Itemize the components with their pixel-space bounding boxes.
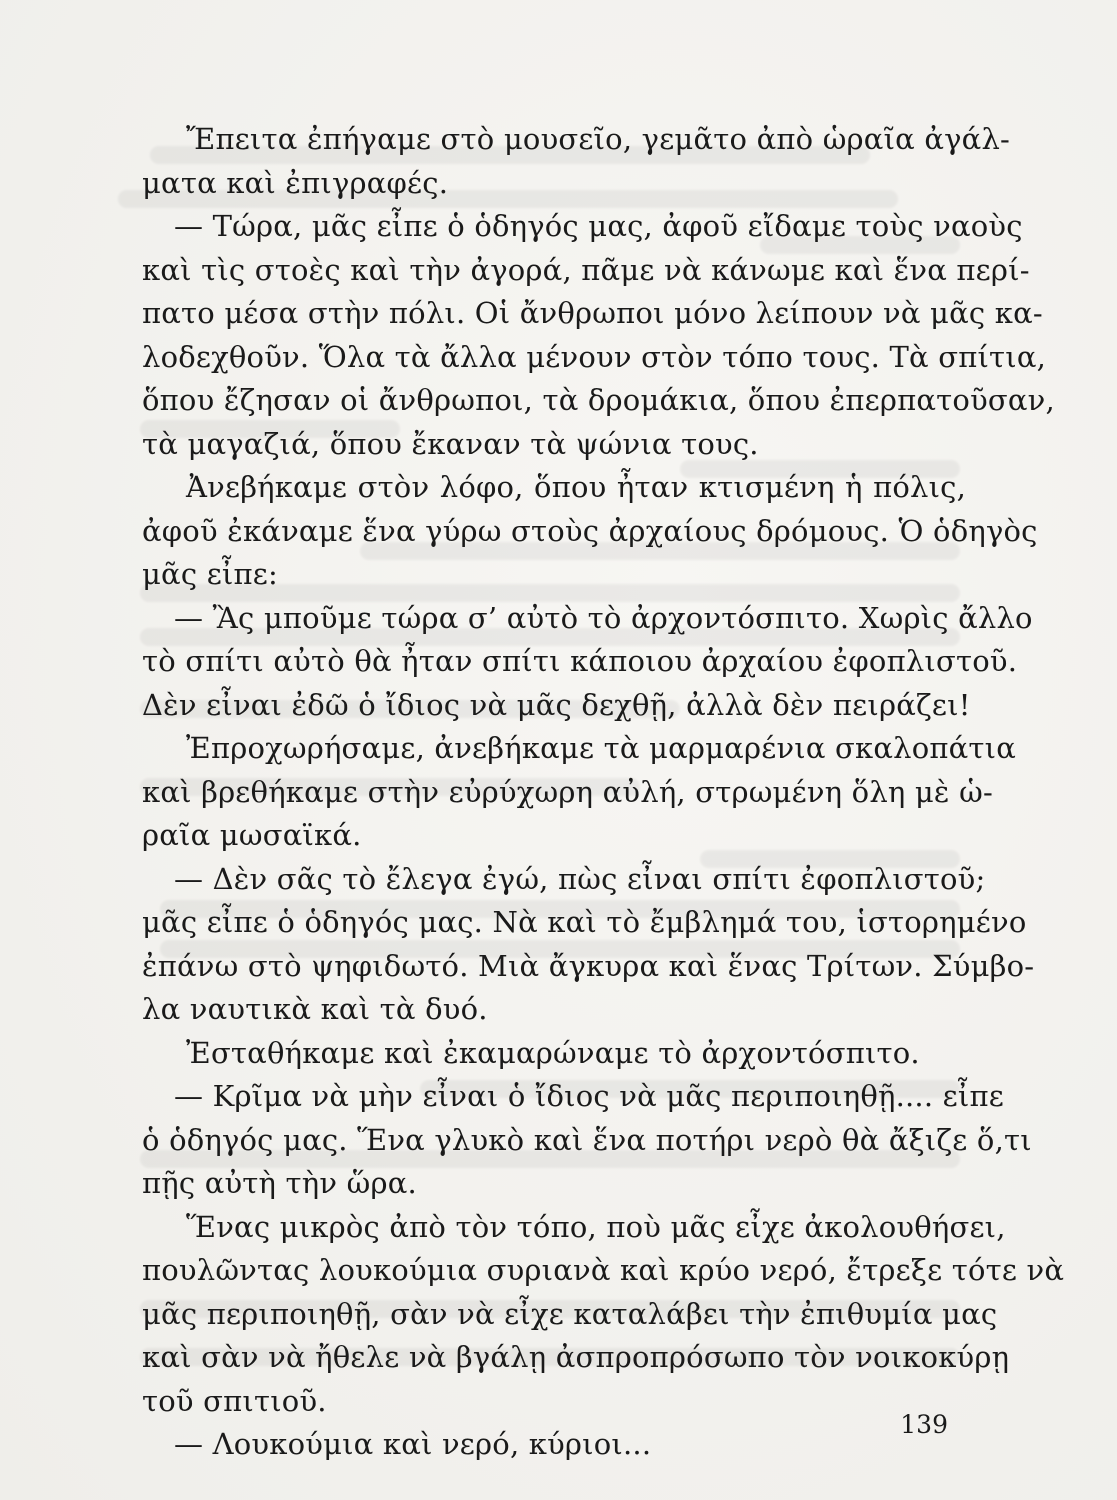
text-line: καὶ βρεθήκαμε στὴν εὐρύχωρη αὐλή, στρωμένη ὅλη μὲ ὡ- [142,774,993,809]
text-line: Ἐσταθήκαμε καὶ ἐκαμαρώναμε τὸ ἀρχοντόσπιτο. [186,1035,920,1070]
text-line: ἀφοῦ ἐκάναμε ἕνα γύρω στοὺς ἀρχαίους δρόμους. Ὁ ὁδηγὸς [142,513,1038,548]
text-line: ἐπάνω στὸ ψηφιδωτό. Μιὰ ἄγκυρα καὶ ἕνας Τρίτων. Σύμβο- [142,948,1035,983]
text-line: ραῖα μωσαϊκά. [142,818,362,852]
text-line: Ἔπειτα ἐπήγαμε στὸ μουσεῖο, γεμᾶτο ἀπὸ ὡραῖα ἀγάλ- [186,122,1011,156]
text-line: — Λουκούμια καὶ νερό, κύριοι... [174,1427,652,1461]
text-line: Ἐπροχωρήσαμε, ἀνεβήκαμε τὰ μαρμαρένια σκαλοπάτια [186,731,1017,765]
text-line: πῇς αὐτὴ τὴν ὥρα. [142,1166,417,1200]
text-line: καὶ τὶς στοὲς καὶ τὴν ἀγορά, πᾶμε νὰ κάνωμε καὶ ἕνα περί- [142,252,1030,287]
text-line: Ἀνεβήκαμε στὸν λόφο, ὅπου ἦταν κτισμένη ἡ πόλις, [186,470,966,504]
text-line: μᾶς εἶπε: [142,557,278,591]
text-line: καὶ σὰν νὰ ἤθελε νὰ βγάλῃ ἀσπροπρόσωπο τὸν νοικοκύρῃ [142,1340,1010,1374]
text-line: — Δὲν σᾶς τὸ ἔλεγα ἐγώ, πὼς εἶναι σπίτι ἐφοπλιστοῦ; [174,861,986,896]
text-line: ὅπου ἔζησαν οἱ ἄνθρωποι, τὰ δρομάκια, ὅπου ἐπερπατοῦσαν, [142,383,1055,417]
text-line: Δὲν εἶναι ἐδῶ ὁ ἴδιος νὰ μᾶς δεχθῇ, ἀλλὰ δὲν πειράζει! [142,687,971,722]
text-line: ματα καὶ ἐπιγραφές. [142,165,449,200]
text-line: λοδεχθοῦν. Ὅλα τὰ ἄλλα μένουν στὸν τόπο τους. Τὰ σπίτια, [142,339,1047,374]
text-line: Ἕνας μικρὸς ἀπὸ τὸν τόπο, ποὺ μᾶς εἶχε ἀκολουθήσει, [186,1209,1006,1244]
text-line: λα ναυτικὰ καὶ τὰ δυό. [142,992,488,1026]
text-line: τοῦ σπιτιοῦ. [142,1383,327,1418]
text-line: — Ἂς μποῦμε τώρα σ’ αὐτὸ τὸ ἀρχοντόσπιτο. Χωρὶς ἄλλο [174,600,1033,635]
text-line: — Κρῖμα νὰ μὴν εἶναι ὁ ἴδιος νὰ μᾶς περιποιηθῇ.... εἶπε [174,1079,1004,1113]
text-line: τὸ σπίτι αὐτὸ θὰ ἦταν σπίτι κάποιου ἀρχαίου ἐφοπλιστοῦ. [142,644,1018,678]
body-text [142,118,1065,1467]
text-line: — Τώρα, μᾶς εἶπε ὁ ὁδηγός μας, ἀφοῦ εἴδαμε τοὺς ναοὺς [174,209,1023,243]
page-number: 139 [900,1410,948,1439]
text-line: τὰ μαγαζιά, ὅπου ἔκαναν τὰ ψώνια τους. [142,426,759,461]
text-line: ὁ ὁδηγός μας. Ἕνα γλυκὸ καὶ ἕνα ποτήρι νερὸ θὰ ἄξιζε ὅ,τι [142,1122,1032,1157]
text-line: πατο μέσα στὴν πόλι. Οἱ ἄνθρωποι μόνο λείπουν νὰ μᾶς κα- [142,296,1043,330]
text-line: μᾶς περιποιηθῇ, σὰν νὰ εἶχε καταλάβει τὴν ἐπιθυμία μας [142,1296,998,1331]
text-line: πουλῶντας λουκούμια συριανὰ καὶ κρύο νερό, ἔτρεξε τότε νὰ [142,1253,1065,1287]
text-line: μᾶς εἶπε ὁ ὁδηγός μας. Νὰ καὶ τὸ ἔμβλημά του, ἱστορημένο [142,905,1027,939]
